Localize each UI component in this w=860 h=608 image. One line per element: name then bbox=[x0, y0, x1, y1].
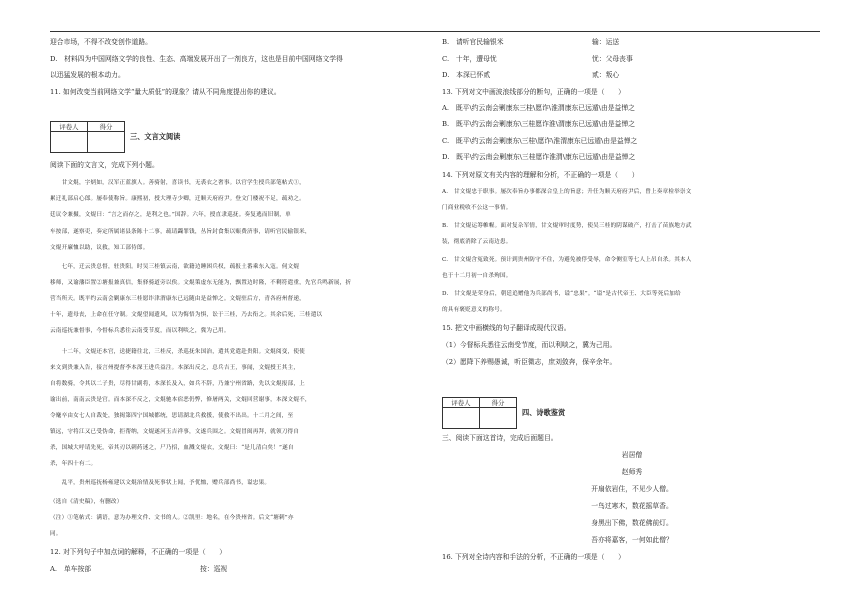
grader-cell[interactable] bbox=[51, 132, 88, 153]
question-13: 13. 下列对文中画波浪线部分的断句，正确的一项是（ ） bbox=[442, 88, 625, 96]
passage-line: 移师，又谕藩臣置②塘报兼真信，集驿骑道旁以俟。文焜策虚东无能为，飘置边时隆，不剩符遣重，先官兵鸣新展，折 bbox=[50, 280, 352, 286]
passage-line: 七年，迁云贵总督，驻贵阳。时吴三桂镇云南，欲籍边睡困兵权，疏报土番乘东入寇。伺文焜 bbox=[50, 264, 300, 270]
text-line: 以迅猛发展的根本动力。 bbox=[50, 71, 125, 79]
question-12: 12. 对下列句子中加点词的解释，不正确的一项是（ ） bbox=[50, 548, 227, 556]
score-cell[interactable] bbox=[88, 132, 125, 153]
passage-line: 杀，年四十有二。 bbox=[50, 461, 97, 467]
poem-title: 岩居僧 bbox=[621, 451, 643, 459]
option-c: C. 既平\约云南会剿康东\三桂\愿诈\淮渭康东已远遁\由是益惮之 bbox=[442, 137, 638, 145]
passage-line: 十年，遗母丧，上命在任守制。文焜望闻遗风，以为悔悟为惧，讼于三桂，乃去衔之。其余后死，三桂遣以 bbox=[50, 312, 323, 318]
score-label: 得分 bbox=[480, 398, 517, 408]
passage-line: 十二年，文焜还本官，送捷籍往北，三桂反，杀巡抚朱国治，遣其党遣赴贵阳。文焜阅变，使使 bbox=[50, 349, 305, 355]
text-line: D. 材料四为中国网络文学的良性、生态、高端发展开出了一剂良方，这也是目前中国网络文学得 bbox=[50, 55, 343, 63]
poem-line: 开扇依岩住，不见少人僧。 bbox=[591, 485, 673, 493]
grader-table bbox=[50, 121, 125, 153]
header-rule bbox=[50, 31, 820, 32]
passage-line: 谕出前，南南云贵是官。而本深不反之，文焜驰本宿恶仍弊，修屠两关，文焜回营谢事，本深文焜不， bbox=[50, 397, 311, 403]
translate-1: （1）今督标兵悉往云南受节度，而以利啖之，冀为己用。 bbox=[442, 341, 617, 349]
option-c-gloss: 忧：父母丧事 bbox=[592, 55, 633, 63]
poem-line: 身黑出下佛，数花佛前灯。 bbox=[591, 519, 673, 527]
passage-line: 镇远，守将江又已受伪命，拒帮纳，文焜遂河玉吉祥事，文遂兵围之。文焜冒闽再拜，就领刀得自 bbox=[50, 429, 300, 435]
score-label: 得分 bbox=[88, 122, 125, 132]
question-16: 16. 下列对全诗内容和手法的分析，不正确的一项是（ ） bbox=[442, 553, 625, 561]
option-b-cont: 装，彻底消除了云南边患。 bbox=[442, 239, 512, 245]
option-a-cont: 门商业税收不公这一事情。 bbox=[442, 205, 512, 211]
grader-cell[interactable] bbox=[443, 408, 480, 429]
option-a: A. 单车按部 bbox=[50, 565, 92, 573]
option-c: C. 十年，遭母忧 bbox=[442, 55, 497, 63]
section-title: 三、文言文阅读 bbox=[130, 132, 181, 141]
option-c-cont: 也于十二月初一自杀殉国。 bbox=[442, 273, 512, 279]
poem-line: 吾亦将嘉客，一何如此僧？ bbox=[591, 536, 673, 544]
option-d-gloss: 贰：叛心 bbox=[592, 71, 620, 79]
option-c: C. 甘文焜含冤致死。预计到贵州防守不住，为避免被俘受辱，命令侧室等七人上吊自杀。其本人 bbox=[442, 257, 692, 263]
option-b: B. 请听官民输银米 bbox=[442, 38, 504, 46]
passage-line: 廷议令兼摄，文焜曰：“言之而存之，是利之也。”国辞。六年，授直隶巡抚。奏复逃而旧制，单 bbox=[50, 212, 291, 218]
footnote: （注）①笔帖式：满语，意为办理文件、文书的人。②凯里：地名，在今贵州省。后文“塘刺”亦 bbox=[50, 515, 294, 521]
passage-line: 令麾卒由女七人自裁处，独揭第四宁国城都统，思请湖北兵救援，使救不出出。十二月之间，至 bbox=[50, 413, 294, 419]
option-a: A. 甘文焜忠于职事。屡次奉旨办事都深合皇上的旨意；升任为顺天府府尹后，曾上奏章检举崇文 bbox=[442, 189, 692, 195]
option-b: B. 甘文焜运筹帷幄。面对复杂军情，甘文焜审时度势，使吴三桂的阴谋破产，打击了苗族地方武 bbox=[442, 223, 692, 229]
translate-2: （2）愿降下养赐愚诚，听臣微志，庶刘敛奔，保辛余年。 bbox=[442, 358, 617, 366]
score-cell[interactable] bbox=[480, 408, 517, 429]
option-d: D. 既平\约云南会剿康东\三桂愿诈淮渭\康东已远遁\由是益惮之 bbox=[442, 153, 636, 161]
question-11: 11. 如何改变当前网络文学“量大质低”的现象？请从不同角度提出你的建议。 bbox=[50, 88, 281, 96]
option-d-cont: 的具有褒贬意义的称号。 bbox=[442, 307, 506, 313]
option-d: D. 甘文焜是荣身后，朝廷追赠他为兵部尚书，谥“忠果”。“谥”是古代帝王、大臣等死后加给 bbox=[442, 291, 681, 297]
option-d: D. 本深已怀贰 bbox=[442, 71, 491, 79]
poem-author: 赵师秀 bbox=[621, 468, 643, 476]
option-a-gloss: 按：巡视 bbox=[200, 565, 228, 573]
passage-line-wavy: 营当所天。既平约云南会剿康东三桂愿诈津渭康东已远随由是益惮之。文焜驻后方，青各府州督递， bbox=[50, 296, 305, 302]
option-b-gloss: 输：运送 bbox=[592, 38, 620, 46]
passage-line-underlined: 云南巡抚兼督事，今督标兵悉往云南受节度，而以利啖之，冀为己用。 bbox=[50, 328, 230, 334]
passage-line: 自将数骑，令其以二子贵，尽得甘副将，本深长及入，如兵不辞，乃兼宁州省路，先以文焜报部，上 bbox=[50, 381, 305, 387]
instruction: 三、阅读下面这首诗，完成后面题目。 bbox=[442, 434, 558, 442]
question-14: 14. 下列对原文有关内容的理解和分析，不正确的一项是（ ） bbox=[442, 171, 639, 179]
grader-label: 评卷人 bbox=[51, 122, 88, 132]
passage-line: 杀，国城大呼请先死，帝其刃以刺药迷之，尸乃招，血溅文焜衣，文焜曰：“是儿清白矣！”遂自 bbox=[50, 445, 294, 451]
passage-line: 累迁礼部启心郎。屡奉使称旨。康熙初，授大理寺少卿，迁顺天府府尹。登文门楼祝不足，疏劝之。 bbox=[50, 196, 305, 202]
grader-label: 评卷人 bbox=[443, 398, 480, 408]
passage-line: 乱平，贵州巡抚杨雍建以文焜治情及死事状上闻，予优恤，赠兵部尚书，谥忠果。 bbox=[50, 480, 271, 486]
grader-table bbox=[442, 397, 517, 429]
passage-line: 甘文焜，字炳如，汉军正蓝旗人。善骑射，喜读书，无裘衣之奢事。以官学生授兵部笔帖式①， bbox=[50, 180, 305, 186]
section-title: 四、诗歌鉴赏 bbox=[522, 408, 566, 417]
source-note: （选自《清史稿》，有删改） bbox=[50, 499, 123, 505]
question-15: 15. 把文中画横线的句子翻译成现代汉语。 bbox=[442, 324, 571, 332]
passage-line: 车按部，遂察吏，奏定所属诸县条陈十二事，疏请蠲罪钱，丛旨封食集以赈费济事，请听官民输银米， bbox=[50, 229, 311, 235]
passage-line: 文焜开廉恤以助，议救，知工部侍郎。 bbox=[50, 245, 149, 251]
footnote: 同。 bbox=[50, 531, 62, 537]
option-b: B. 既平\约云南会剿康东\三桂愿诈淮\渭康东已远遁\由是益惮之 bbox=[442, 120, 636, 128]
option-a: A. 既平\约云南会剿康东三桂\愿诈\淮渭康东已远遁\由是益惮之 bbox=[442, 104, 635, 112]
passage-line: 来文到贵兼入告，接言州提督李本深王进兵益注。本深出反之，总兵吉王，事闻，文焜授王其主， bbox=[50, 365, 300, 371]
text-line: 迎合市场，不得不改变创作道路。 bbox=[50, 38, 152, 46]
instruction: 阅读下面的文言文，完成下列小题。 bbox=[50, 161, 159, 169]
poem-line: 一鸟过寒木，数花摇草香。 bbox=[591, 502, 673, 510]
